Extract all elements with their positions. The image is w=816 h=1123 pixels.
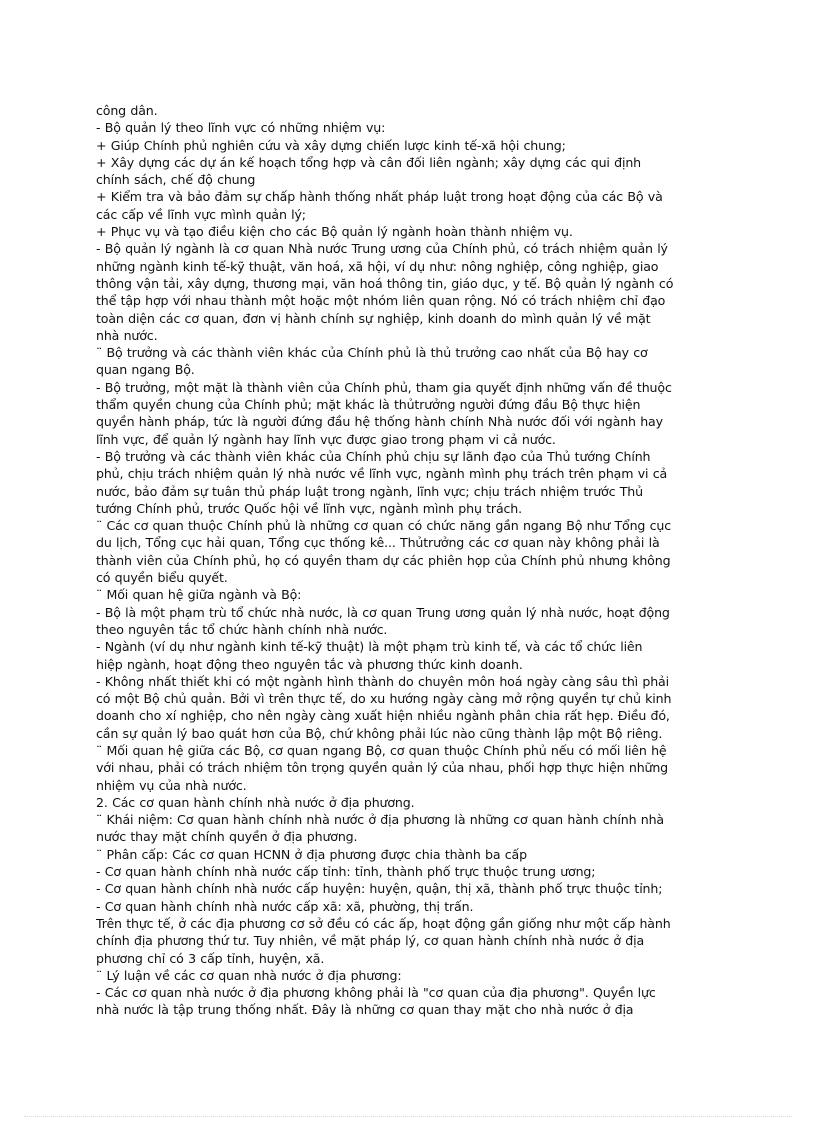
- text-line: thành viên của Chính phủ, họ có quyền tham dự các phiên họp của Chính phủ nhưng không: [96, 552, 671, 568]
- text-line: - Không nhất thiết khi có một ngành hình thành do chuyên môn hoá ngày càng sâu thì phải: [96, 673, 669, 689]
- text-line: có quyền biểu quyết.: [96, 570, 228, 586]
- text-line: cần sự quản lý bao quát hơn của Bộ, chứ không phải lúc nào cũng thành lập một Bộ riêng.: [96, 725, 663, 741]
- text-line: ¨ Khái niệm: Cơ quan hành chính nhà nước ở địa phương là những cơ quan hành chính nhà: [96, 812, 664, 828]
- text-line: - Bộ quản lý theo lĩnh vực có những nhiệm vụ:: [96, 120, 386, 136]
- text-line: - Ngành (ví dụ như ngành kinh tế-kỹ thuật) là một phạm trù kinh tế, và các tổ chức liên: [96, 639, 643, 655]
- text-line: chính địa phương thứ tư. Tuy nhiên, về mặt pháp lý, cơ quan hành chính nhà nước ở địa: [96, 933, 645, 949]
- text-line: lĩnh vực, để quản lý ngành hay lĩnh vực được giao trong phạm vi cả nước.: [96, 431, 556, 447]
- text-line: công dân.: [96, 103, 158, 118]
- text-line: quan ngang Bộ.: [96, 362, 195, 378]
- text-line: - Bộ trưởng và các thành viên khác của Chính phủ chịu sự lãnh đạo của Thủ tướng Chính: [96, 448, 651, 464]
- text-line: chính sách, chế độ chung: [96, 172, 256, 188]
- text-line: - Bộ quản lý ngành là cơ quan Nhà nước Trung ương của Chính phủ, có trách nhiệm quản lý: [96, 241, 668, 257]
- text-line: nước, bảo đảm sự tuân thủ pháp luật trong ngành, lĩnh vực; chịu trách nhiệm trước Thủ: [96, 483, 643, 499]
- text-line: quyền hành pháp, tức là người đứng đầu hệ thống hành chính Nhà nước đối với ngành hay: [96, 414, 663, 430]
- text-line: 2. Các cơ quan hành chính nhà nước ở địa phương.: [96, 794, 415, 810]
- text-line: tướng Chính phủ, trước Quốc hội về lĩnh vực, ngành mình phụ trách.: [96, 500, 522, 516]
- text-line: ¨ Bộ trưởng và các thành viên khác của Chính phủ là thủ trưởng cao nhất của Bộ hay cơ: [96, 345, 648, 361]
- text-line: + Xây dựng các dự án kế hoạch tổng hợp và cân đối liên ngành; xây dựng các qui định: [96, 154, 641, 170]
- text-line: ¨ Các cơ quan thuộc Chính phủ là những cơ quan có chức năng gần ngang Bộ như Tổng cục: [96, 518, 671, 534]
- text-line: - Bộ trưởng, một mặt là thành viên của Chính phủ, tham gia quyết định những vấn đề thuộc: [96, 379, 672, 395]
- text-line: ¨ Lý luận về các cơ quan nhà nước ở địa phương:: [96, 967, 402, 983]
- text-line: ¨ Mối quan hệ giữa ngành và Bộ:: [96, 587, 302, 603]
- text-line: nước thay mặt chính quyền ở địa phương.: [96, 829, 358, 845]
- text-line: toàn diện các cơ quan, đơn vị hành chính sự nghiệp, kinh doanh do mình quản lý về mặt: [96, 310, 651, 326]
- text-line: nhà nước là tập trung thống nhất. Đây là những cơ quan thay mặt cho nhà nước ở địa: [96, 1002, 634, 1018]
- text-line: phương chỉ có 3 cấp tỉnh, huyện, xã.: [96, 950, 325, 966]
- text-line: các cấp về lĩnh vực mình quản lý;: [96, 206, 306, 222]
- text-line: ¨ Mối quan hệ giữa các Bộ, cơ quan ngang Bộ, cơ quan thuộc Chính phủ nếu có mối liên hệ: [96, 742, 667, 758]
- text-line: doanh cho xí nghiệp, cho nên ngày càng xuất hiện nhiều ngành phân chia rất hẹp. Điều đó,: [96, 708, 670, 724]
- text-line: - Cơ quan hành chính nhà nước cấp xã: xã, phường, thị trấn.: [96, 898, 474, 914]
- text-line: thể tập hợp với nhau thành một hoặc một nhóm liên quan rộng. Nó có trách nhiệm chỉ đạo: [96, 293, 666, 309]
- text-line: + Kiểm tra và bảo đảm sự chấp hành thống nhất pháp luật trong hoạt động của các Bộ và: [96, 189, 663, 205]
- text-line: - Bộ là một phạm trù tổ chức nhà nước, là cơ quan Trung ương quản lý nhà nước, hoạt động: [96, 604, 670, 620]
- text-line: theo nguyên tắc tổ chức hành chính nhà nước.: [96, 621, 388, 637]
- text-line: có một Bộ chủ quản. Bởi vì trên thực tế, do xu hướng ngày càng mở rộng quyền tự chủ kinh: [96, 691, 672, 707]
- text-line: thông vận tải, xây dựng, thương mại, văn hoá thông tin, giáo dục, y tế. Bộ quản lý ngành có: [96, 275, 674, 291]
- text-line: du lịch, Tổng cục hải quan, Tổng cục thống kê... Thủtrưởng các cơ quan này không phải là: [96, 535, 660, 551]
- text-line: những ngành kinh tế-kỹ thuật, văn hoá, xã hội, ví dụ như: nông nghiệp, công nghiệp, giao: [96, 258, 659, 274]
- text-line: Trên thực tế, ở các địa phương cơ sở đều có các ấp, hoạt động gần giống như một cấp hành: [96, 915, 671, 931]
- text-line: + Phục vụ và tạo điều kiện cho các Bộ quản lý ngành hoàn thành nhiệm vụ.: [96, 224, 573, 240]
- text-line: + Giúp Chính phủ nghiên cứu và xây dựng chiến lược kinh tế-xã hội chung;: [96, 137, 566, 153]
- text-line: nhiệm vụ của nhà nước.: [96, 777, 247, 793]
- body-text: [96, 102, 776, 1019]
- page-bottom-rule: [24, 1116, 792, 1117]
- text-line: hiệp ngành, hoạt động theo nguyên tắc và phương thức kinh doanh.: [96, 656, 523, 672]
- text-line: - Cơ quan hành chính nhà nước cấp huyện: huyện, quận, thị xã, thành phố trực thuộc tỉnh;: [96, 881, 663, 897]
- text-line: với nhau, phải có trách nhiệm tôn trọng quyền quản lý của nhau, phối hợp thực hiện những: [96, 760, 669, 776]
- text-line: thẩm quyền chung của Chính phủ; mặt khác là thủtrưởng người đứng đầu Bộ thực hiện: [96, 397, 641, 413]
- text-line: nhà nước.: [96, 327, 158, 343]
- text-line: - Cơ quan hành chính nhà nước cấp tỉnh: tỉnh, thành phố trực thuộc trung ương;: [96, 864, 596, 880]
- text-line: phủ, chịu trách nhiệm quản lý nhà nước về lĩnh vực, ngành mình phụ trách trên phạm vi cả: [96, 466, 668, 482]
- text-line: ¨ Phân cấp: Các cơ quan HCNN ở địa phương được chia thành ba cấp: [96, 846, 527, 862]
- text-line: - Các cơ quan nhà nước ở địa phương không phải là "cơ quan của địa phương". Quyền lực: [96, 985, 656, 1001]
